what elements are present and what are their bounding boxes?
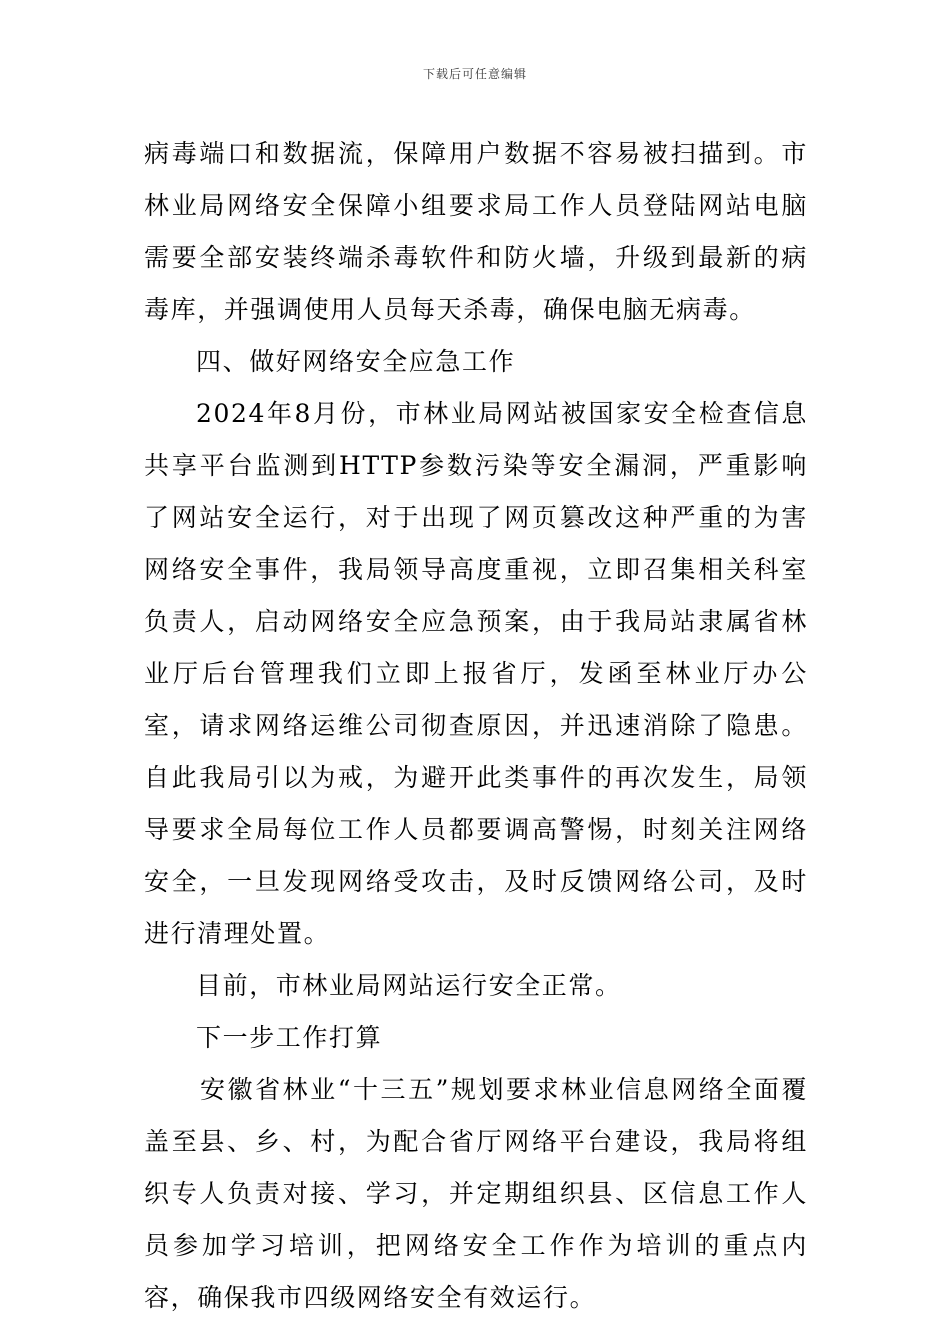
- section-heading-next-steps: 下一步工作打算: [196, 1023, 383, 1052]
- paragraph-antivirus: 病毒端口和数据流，保障用户数据不容易被扫描到。市林业局网络安全保障小组要求局工作人员登陆网站电脑需要全部安装终端杀毒软件和防火墙，升级到最新的病毒库，并强调使用人员每天杀毒，确保电脑无病毒。: [144, 139, 808, 324]
- paragraph-plan: 安徽省林业“十三五”规划要求林业信息网络全面覆盖至县、乡、村，为配合省厅网络平台建设，我局将组织专人负责对接、学习，并定期组织县、区信息工作人员参加学习培训，把网络安全工作作为培训的重点内容，确保我市四级网络安全有效运行。: [144, 1075, 808, 1312]
- section-heading-emergency: 四、做好网络安全应急工作: [196, 347, 516, 376]
- paragraph-incident: 2024年8月份，市林业局网站被国家安全检查信息共享平台监测到HTTP参数污染等安全漏洞，严重影响了网站安全运行，对于出现了网页篡改这种严重的为害网络安全事件，我局领导高度重视，立即召集相关科室负责人，启动网络安全应急预案，由于我局站隶属省林业厅后台管理我们立即上报省厅，发函至林业厅办公室，请求网络运维公司彻查原因，并迅速消除了隐患。自此我局引以为戒，为避开此类事件的再次发生，局领导要求全局每位工作人员都要调高警惕，时刻关注网络安全，一旦发现网络受攻击，及时反馈网络公司，及时进行清理处置。: [144, 399, 808, 948]
- page-header: 下载后可任意编辑: [422, 67, 527, 81]
- document-body: [144, 128, 808, 1324]
- paragraph-status: 目前，市林业局网站运行安全正常。: [196, 971, 622, 1000]
